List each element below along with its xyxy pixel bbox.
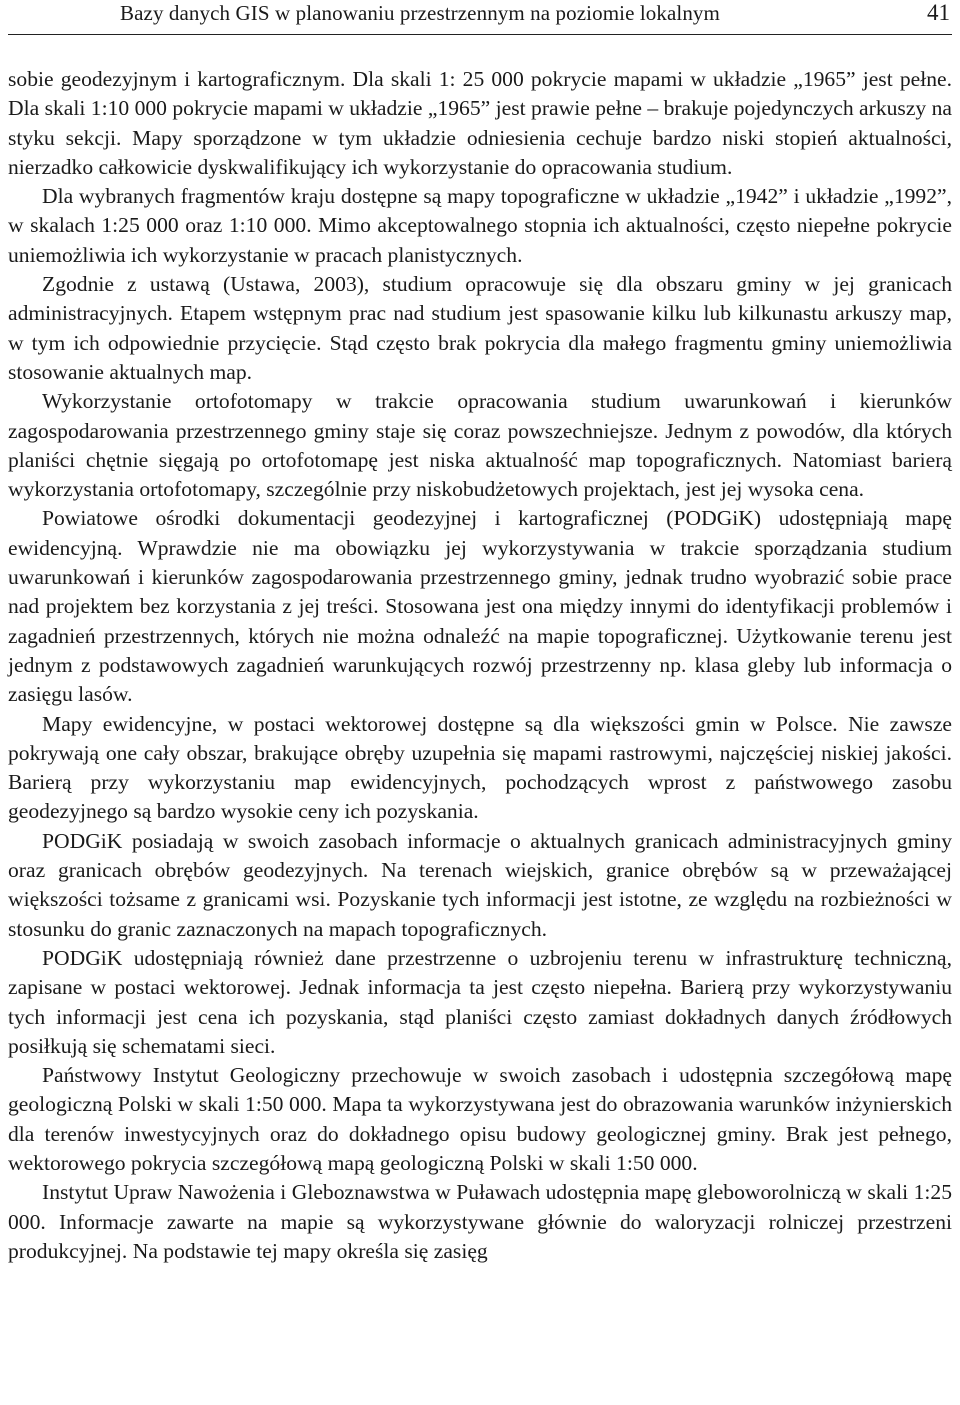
paragraph: Mapy ewidencyjne, w postaci wektorowej dostępne są dla większości gmin w Polsce. Nie zawsze pokrywają one cały obszar, brakujące obręby uzupełnia się mapami rastrowymi, najczęściej niskiej jakości. Barierą przy wykorzystaniu map ewidencyjnych, pochodzących wprost z państwowego zasobu geodezyjnego są bardzo wysokie ceny ich pozyskania. [8, 711, 952, 824]
paragraph: Wykorzystanie ortofotomapy w trakcie opracowania studium uwarunkowań i kierunków zagospodarowania przestrzennego gminy staje się coraz powszechniejsze. Jednym z powodów, dla których planiści chętnie sięgają po ortofotomapę jest niska aktualność map topograficznych. Natomiast barierą wykorzystania ortofotomapy, szczególnie przy niskobudżetowych projektach, jest jej wysoka cena. [8, 389, 952, 502]
paragraph: Powiatowe ośrodki dokumentacji geodezyjnej i kartograficznej (PODGiK) udostępniają mapę ewidencyjną. Wprawdzie nie ma obowiązku jej wykorzystywania w trakcie sporządzania studium uwarunkowań i kierunków zagospodarowania przestrzennego gminy, jednak trudno wyobrazić sobie prace nad projektem bez korzystania z jej treści. Stosowana jest ona między innymi do identyfikacji problemów i zagadnień przestrzennych, których nie można odnaleźć na mapie topograficznej. Użytkowanie terenu jest jednym z podstawowych zagadnień warunkujących rozwój przestrzenny np. klasa gleby lub informacja o zasięgu lasów. [8, 506, 952, 707]
page-number: 41 [927, 0, 950, 25]
body-text [8, 65, 952, 1266]
paragraph: PODGiK udostępniają również dane przestrzenne o uzbrojeniu terenu w infrastrukturę techniczną, zapisane w postaci wektorowej. Jednak informacja ta jest często niepełna. Barierą przy wykorzystywaniu tych informacji jest cena ich pozyskania, stąd planiści często zamiast dokładnych danych źródłowych posiłkują się schematami sieci. [8, 945, 952, 1058]
paragraph: Zgodnie z ustawą (Ustawa, 2003), studium opracowuje się dla obszaru gminy w jej granicach administracyjnych. Etapem wstępnym prac nad studium jest spasowanie kilku lub kilkunastu arkuszy map, w tym ich odpowiednie przycięcie. Stąd często brak pokrycia dla małego fragmentu gminy uniemożliwia stosowanie aktualnych map. [8, 272, 952, 384]
paragraph-continuation: sobie geodezyjnym i kartograficznym. Dla skali 1: 25 000 pokrycie mapami w układzie „1965” jest pełne. Dla skali 1:10 000 pokrycie mapami w układzie „1965” jest prawie pełne – brakuje pojedynczych arkuszy na styku sekcji. Mapy sporządzone w tym układzie odniesienia cechuje bardzo niski stopień aktualności, nierzadko całkowicie dyskwalifikujący ich wykorzystanie do opracowania studium. [8, 67, 952, 179]
paragraph: PODGiK posiadają w swoich zasobach informacje o aktualnych granicach administracyjnych gminy oraz granicach obrębów geodezyjnych. Na terenach wiejskich, granice obrębów są w przeważającej większości tożsame z granicami wsi. Pozyskanie tych informacji jest istotne, ze względu na rozbieżności w stosunku do granic zaznaczonych na mapach topograficznych. [8, 828, 952, 941]
running-header [8, 0, 952, 35]
paragraph: Dla wybranych fragmentów kraju dostępne są mapy topograficzne w układzie „1942” i układzie „1992”, w skalach 1:25 000 oraz 1:10 000. Mimo akceptowalnego stopnia ich aktualności, często niepełne pokrycie uniemożliwia ich wykorzystanie w pracach planistycznych. [8, 184, 952, 267]
paragraph: Państwowy Instytut Geologiczny przechowuje w swoich zasobach i udostępnia szczegółową mapę geologiczną Polski w skali 1:50 000. Mapa ta wykorzystywana jest do obrazowania warunków inżynierskich dla terenów inwestycyjnych oraz do dokładnego opisu budowy geologicznej gminy. Brak jest pełnego, wektorowego pokrycia szczegółową mapą geologiczną Polski w skali 1:50 000. [8, 1063, 952, 1175]
paragraph: Instytut Upraw Nawożenia i Gleboznawstwa w Puławach udostępnia mapę gleboworolniczą w skali 1:25 000. Informacje zawarte na mapie są wykorzystywane głównie do waloryzacji rolniczej przestrzeni produkcyjnej. Na podstawie tej mapy określa się zasięg [8, 1180, 952, 1263]
running-title: Bazy danych GIS w planowaniu przestrzennym na poziomie lokalnym [120, 1, 720, 25]
